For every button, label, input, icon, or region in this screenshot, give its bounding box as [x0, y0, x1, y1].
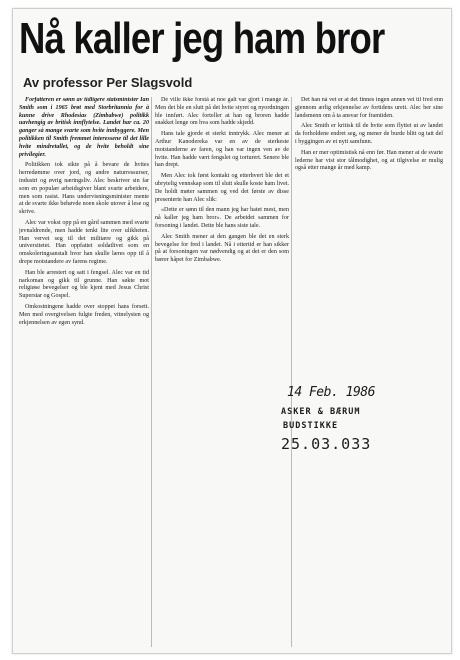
article-paragraph: Det han nå vet er at det finnes ingen annen vei til fred enn gjennom ærlig erkjennelse av fortidens urett. Alec ber sine landsmenn om å ta ansvar for framtiden. — [295, 97, 443, 119]
handwritten-date: 14 Feb. 1986 — [287, 385, 375, 400]
article-paragraph: Men Alec tok først kontakt og etterhvert ble det et ubrytelig vennskap som til slutt skulle koste ham livet. De holdt møter sammen og ved det første av disse presenterte han Alec slik: — [155, 173, 289, 203]
source-stamp — [279, 385, 429, 463]
article-paragraph: Han ble arrestert og satt i fengsel. Alec var en tid narkoman og gikk til grunne. Han søkte mot religiøse bevegelser og ble kjent med Jesus Christ Superstar og Gospel. — [19, 269, 149, 300]
article-paragraph: Hans tale gjorde et sterkt inntrykk. Alec mener at Arthur Kanodereka var en av de sterkeste motstanderne av faren, og han var ingen ven av de hvite. Han hadde vært fengslet og torturert. Senere ble han drept. — [155, 131, 289, 169]
article-paragraph: Politikken tok sikte på å bevare de hvites herredømme over jord, og andre naturressurser, industri og øvrig næringsliv. Alec beskriver sin far som en populær arbeidsgiver blant svarte arbeidere, men som rasist. Hans undervisningsminister mente at de svarte ikke behøvde noen skole utover å lese og skrive. — [19, 162, 149, 216]
article-paragraph: Alec var vokst opp på en gård sammen med svarte jevnaldrende, men hadde tenkt lite over ulikheten. Han vervet seg til det militære og gikk på universitetet. Han oppfattet soldatlivet som en omskoleringsanstalt hvor han skulle læres opp til å drepe motstandere av farens regime. — [19, 219, 149, 265]
newspaper-clipping — [12, 8, 452, 654]
article-body — [19, 97, 443, 647]
article-column-1 — [19, 97, 149, 647]
article-paragraph: Alec Smith er kritisk til de hvite som flyttet ut av landet da forholdene endret seg, og mener de burde blitt og tatt del i byggingen av et nytt samfunn. — [295, 123, 443, 145]
article-lead-paragraph: Forfatteren er sønn av tidligere statsminister Ian Smith som i 1965 brøt med Storbritannia for å kunne drive Rhodesias (Zimbabwe) politikk uavhengig av britisk innflytelse. Landet har ca. 20 ganger så mange svarte som hvite innbyggere. Men politikken til Smith fremmet interessene til det lille hvite mindretallet, og de hvite beholdt sine privilegier. — [19, 97, 149, 158]
article-headline: Nå kaller jeg ham bror — [19, 14, 385, 63]
stamp-paper-name: ASKER & BÆRUM — [281, 407, 361, 417]
article-byline: Av professor Per Slagsvold — [23, 75, 193, 90]
article-paragraph: «Dette er sønn til den mann jeg har hatet mest, men nå kaller jeg ham bror». De arbeidet sammen for forsoning i landet. Dette ble hans siste tale. — [155, 207, 289, 229]
article-paragraph: De ville ikke forstå at noe galt var gjort i mange år. Men det ble en slutt på det hvite styret og nyordningen ble innført. Alec forteller at han og broren hadde snakket lenge om hva som hadde skjedd. — [155, 97, 289, 127]
stamp-paper-name-2: BUDSTIKKE — [283, 421, 339, 431]
column-divider — [291, 97, 292, 647]
article-column-2 — [155, 97, 289, 647]
article-paragraph: Han er mer optimistisk nå enn før. Han mener at de svarte lederne har vist stor tålmodighet, og at tilgivelse er mulig også etter mange år med kamp. — [295, 149, 443, 172]
article-column-3 — [295, 97, 443, 292]
article-paragraph: Alec Smith mener at den gangen ble det en sterk bevegelse for fred i landet. Nå i ettertid er han sikker på at forsoningen var nødvendig og at det er den som bærer håpet for Zimbabwe. — [155, 233, 289, 264]
article-paragraph: Omkostningene hadde over stoppet hans forsett. Men med overgivelsen fulgte freden, vitnelysten og erkjennelsen av egen synd. — [19, 303, 149, 326]
column-divider — [151, 97, 152, 647]
handwritten-archive-code: 25.03.033 — [281, 435, 372, 453]
